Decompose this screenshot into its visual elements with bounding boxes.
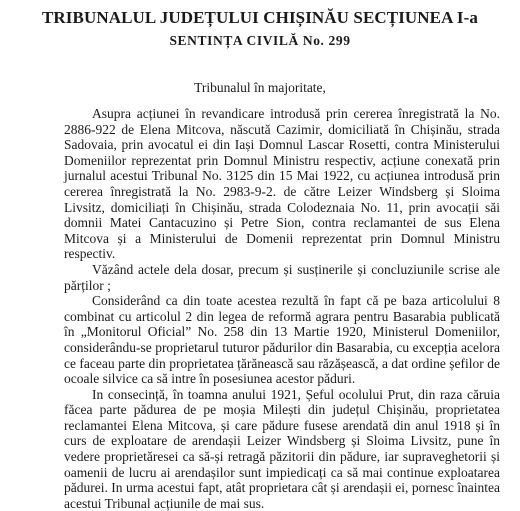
paragraph-action: Asupra acțiunei în revandicare introdusă prin cererea înregistrată la No. 2886-922 de Elena Mitcova, născută Cazimir, domiciliată în Chișinău, strada Sadovaia, prin avocatul ei din Iași Domnul Lascar Rosetti, contra Ministerului Domeniilor reprezentat prin Domnul Ministru respectiv, acțiune conexată prin jurnalul acestui Tribunal No. 3125 din 15 Mai 1922, cu acțiunea introdusă prin cererea înregistrată la No. 2983-9-2. de către Leizer Windsberg și Sloima Livsitz, domiciliați în Chișinău, strada Colodeznaia No. 11, prin avocații săi domnii Matei Cantacuzino și Petre Sion, contra reclamantei de sus Elena Mitcova și a Ministerului de Domenii reprezentat prin Domnul Ministru respectiv. [64,106,500,262]
document-body [64,106,500,511]
intro-line: Tribunalul în majoritate, [194,80,326,95]
paragraph-considering: Considerând ca din toate acestea rezultă în fapt că pe baza articolului 8 combinat cu articolul 2 din legea de reformă agrara pentru Basarabia publicată în „Monitorul Oficial” No. 258 din 13 Martie 1920, Ministerul Domeniilor, considerându-se proprietarul tuturor pădurilor din Basarabia, cu excepția acelora ce faceau parte din proprietatea țărănească sau răzășească, a dat ordine șefilor de ocoale silvice ca să intre în posesiunea acestor păduri. [64,293,500,387]
court-title: TRIBUNALUL JUDEȚULUI CHIȘINĂU SECȚIUNEA I-a [41,8,478,27]
sentence-number: SENTINȚA CIVILĂ No. 299 [169,33,351,48]
paragraph-seeing: Văzând actele dela dosar, precum și susținerile și concluziunile scrise ale părților ; [64,261,500,293]
paragraph-consequence: In consecință, în toamna anului 1921, Șeful ocolului Prut, din raza căruia făcea parte pădurea de pe moșia Milești din județul Chișinău, proprietatea reclamantei Elena Mitcova, și care pădure fusese arendată din anul 1918 și în curs de exploatare de arendașii Leizer Windsberg și Sloima Livsitz, pune în vedere proprietăresei ca să-și retragă păzitorii din pădure, iar supraveghetorii și oamenii de lucru ai arendașilor sunt impiedicați ca să mai continue exploatarea pădurei. In urma acestui fapt, atât proprietara cât și arendașii ei, pornesc înaintea acestui Tribunal acțiunile de mai sus. [64,386,500,511]
